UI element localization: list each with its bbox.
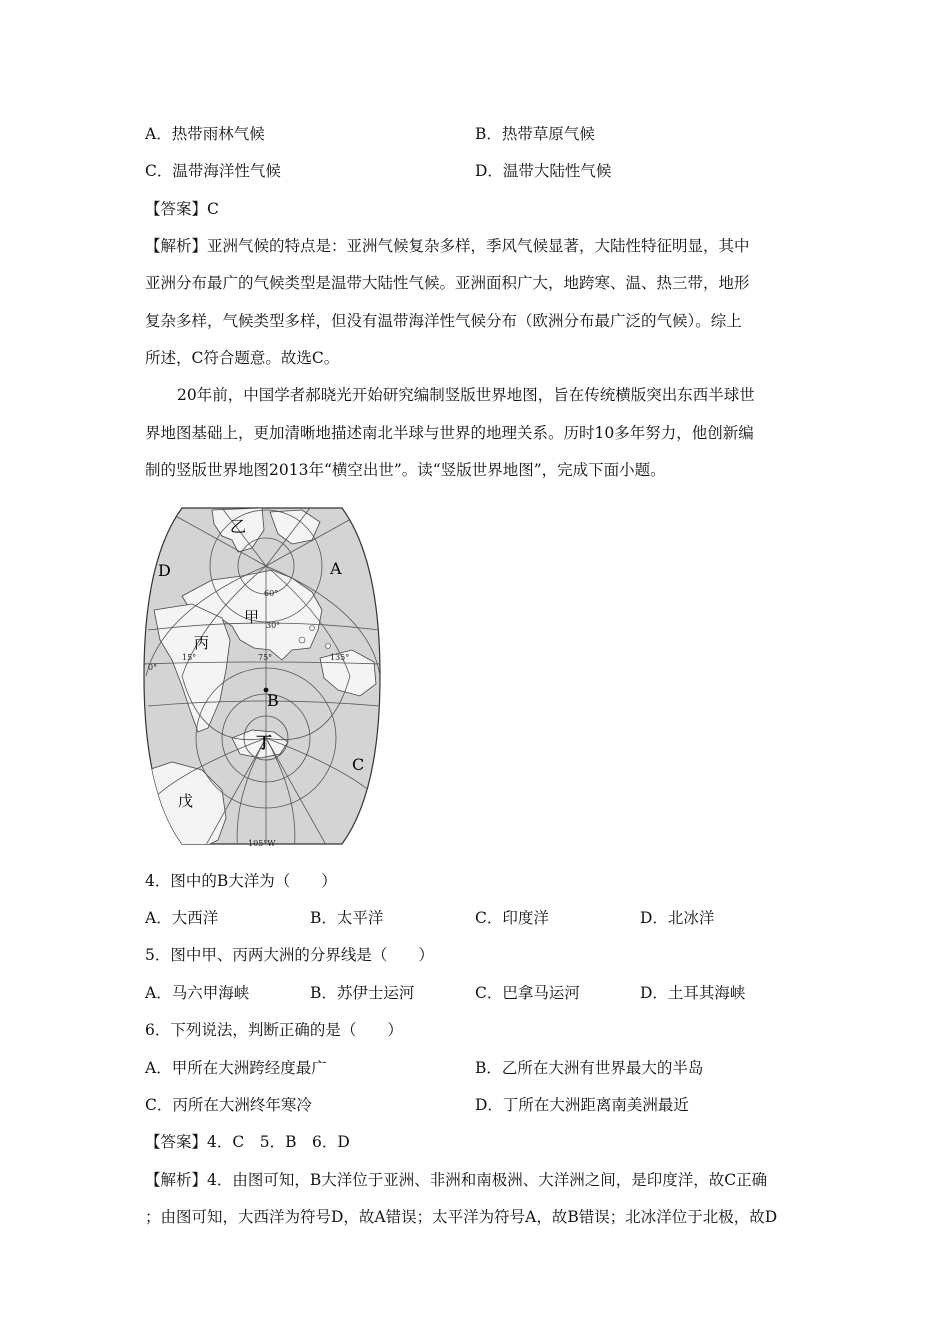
q3-option-d: D．温带大陆性气候 — [475, 162, 612, 180]
intro-line-3: 制的竖版世界地图2013年“横空出世”。读“竖版世界地图”，完成下面小题。 — [145, 461, 666, 479]
tick-lon-75: 75° — [258, 653, 273, 662]
tick-lon-0: 0° — [148, 663, 158, 672]
q3-option-b: B．热带草原气候 — [475, 125, 595, 143]
vertical-world-map — [142, 500, 382, 852]
answers-4-6: 【答案】4．C 5．B 6．D — [145, 1133, 350, 1151]
map-label-d: D — [158, 561, 171, 580]
q4-option-b: B．太平洋 — [310, 909, 384, 927]
q3-analysis-line-2: 亚洲分布最广的气候类型是温带大陆性气候。亚洲面积广大，地跨寒、温、热三带，地形 — [145, 274, 750, 292]
map-label-bing: 丙 — [194, 634, 210, 652]
map-label-jia: 甲 — [244, 608, 260, 626]
tick-lat-60: 60° — [264, 589, 279, 598]
q6-option-d: D．丁所在大洲距离南美洲最近 — [475, 1096, 689, 1114]
map-label-a: A — [330, 559, 342, 578]
q3-option-c: C．温带海洋性气候 — [145, 162, 281, 180]
tick-lat-30: 30° — [266, 621, 281, 630]
intro-line-2: 界地图基础上，更加清晰地描述南北半球与世界的地理关系。历时10多年努力，他创新编 — [145, 424, 754, 442]
tick-lon-135: 135° — [330, 653, 350, 662]
q3-option-a: A．热带雨林气候 — [145, 125, 265, 143]
q5-option-b: B．苏伊士运河 — [310, 984, 415, 1002]
q4-option-c: C．印度洋 — [475, 909, 549, 927]
q5-option-d: D．土耳其海峡 — [640, 984, 746, 1002]
q3-analysis-line-3: 复杂多样，气候类型多样，但没有温带海洋性气候分布（欧洲分布最广泛的气候）。综上 — [145, 312, 742, 330]
q6-option-b: B．乙所在大洲有世界最大的半岛 — [475, 1059, 704, 1077]
q3-answer: 【答案】C — [145, 200, 219, 218]
intro-line-1: 20年前，中国学者郝晓光开始研究编制竖版世界地图，旨在传统横版突出东西半球世 — [177, 386, 755, 404]
analysis-4-6-line-2: ；由图可知，大西洋为符号D，故A错误；太平洋为符号A，故B错误；北冰洋位于北极，故D — [145, 1208, 778, 1226]
map-label-ding: 丁 — [256, 733, 273, 752]
map-label-c: C — [352, 755, 365, 774]
map-label-yi: 乙 — [230, 517, 247, 536]
q6-option-a: A．甲所在大洲跨经度最广 — [145, 1059, 327, 1077]
vertical-world-map-svg — [142, 500, 382, 852]
q5-stem: 5．图中甲、丙两大洲的分界线是（ ） — [145, 946, 434, 964]
q4-option-a: A．大西洋 — [145, 909, 219, 927]
analysis-4-6-line-1: 【解析】4．由图可知，B大洋位于亚洲、非洲和南极洲、大洋洲之间，是印度洋，故C正确 — [145, 1171, 768, 1189]
q5-option-a: A．马六甲海峡 — [145, 984, 250, 1002]
tick-lon-105w: 105°W — [248, 839, 276, 848]
q6-stem: 6．下列说法，判断正确的是（ ） — [145, 1021, 403, 1039]
q6-option-c: C．丙所在大洲终年寒冷 — [145, 1096, 312, 1114]
map-label-wu: 戊 — [178, 792, 194, 810]
q3-analysis-line-1: 【解析】亚洲气候的特点是：亚洲气候复杂多样，季风气候显著，大陆性特征明显，其中 — [145, 237, 750, 255]
q5-option-c: C．巴拿马运河 — [475, 984, 580, 1002]
q3-analysis-line-4: 所述，C符合题意。故选C。 — [145, 349, 340, 367]
map-label-b: B — [267, 691, 279, 710]
q4-option-d: D．北冰洋 — [640, 909, 715, 927]
tick-lon-15: 15° — [182, 653, 197, 662]
q4-stem: 4．图中的B大洋为（ ） — [145, 872, 337, 890]
